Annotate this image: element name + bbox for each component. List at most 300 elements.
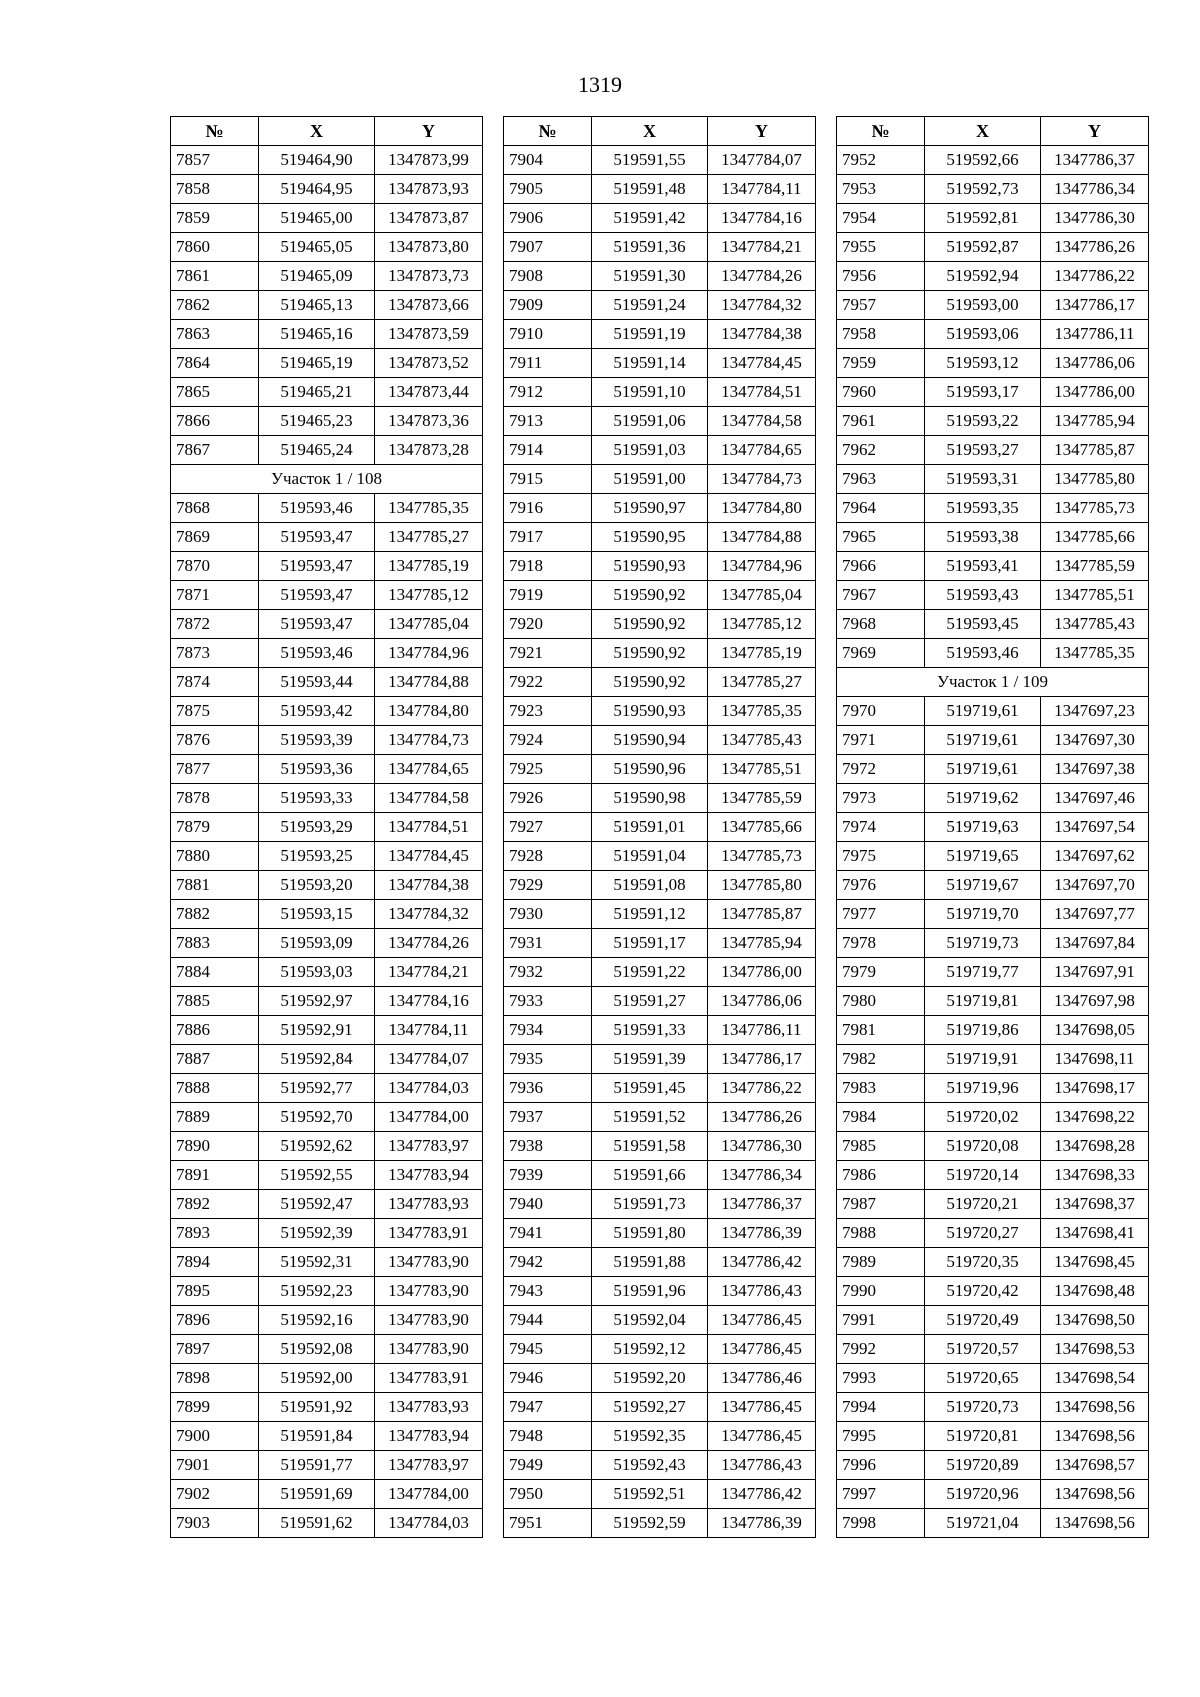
- y-coordinate: 1347785,51: [1041, 581, 1149, 610]
- x-coordinate: 519720,42: [925, 1277, 1041, 1306]
- point-number: 7924: [504, 726, 592, 755]
- point-number: 7929: [504, 871, 592, 900]
- x-coordinate: 519591,27: [592, 987, 708, 1016]
- x-coordinate: 519593,12: [925, 349, 1041, 378]
- table-row: [837, 1161, 1149, 1190]
- point-number: 7866: [171, 407, 259, 436]
- section-label: Участок 1 / 108: [171, 465, 483, 494]
- point-number: 7909: [504, 291, 592, 320]
- y-coordinate: 1347873,66: [375, 291, 483, 320]
- point-number: 7917: [504, 523, 592, 552]
- point-number: 7956: [837, 262, 925, 291]
- point-number: 7918: [504, 552, 592, 581]
- y-coordinate: 1347698,48: [1041, 1277, 1149, 1306]
- table-row: [837, 900, 1149, 929]
- x-coordinate: 519591,42: [592, 204, 708, 233]
- point-number: 7964: [837, 494, 925, 523]
- point-number: 7870: [171, 552, 259, 581]
- y-coordinate: 1347786,22: [1041, 262, 1149, 291]
- y-coordinate: 1347784,00: [375, 1103, 483, 1132]
- point-number: 7927: [504, 813, 592, 842]
- y-coordinate: 1347697,62: [1041, 842, 1149, 871]
- x-coordinate: 519719,86: [925, 1016, 1041, 1045]
- table-row: [171, 958, 483, 987]
- point-number: 7952: [837, 146, 925, 175]
- header-y: Y: [375, 117, 483, 146]
- x-coordinate: 519465,13: [259, 291, 375, 320]
- table-row: [504, 958, 816, 987]
- y-coordinate: 1347785,73: [1041, 494, 1149, 523]
- y-coordinate: 1347786,34: [708, 1161, 816, 1190]
- point-number: 7884: [171, 958, 259, 987]
- x-coordinate: 519720,49: [925, 1306, 1041, 1335]
- y-coordinate: 1347785,35: [375, 494, 483, 523]
- table-row: [837, 1364, 1149, 1393]
- x-coordinate: 519592,47: [259, 1190, 375, 1219]
- point-number: 7942: [504, 1248, 592, 1277]
- y-coordinate: 1347784,38: [708, 320, 816, 349]
- x-coordinate: 519591,92: [259, 1393, 375, 1422]
- x-coordinate: 519591,04: [592, 842, 708, 871]
- x-coordinate: 519592,87: [925, 233, 1041, 262]
- point-number: 7935: [504, 1045, 592, 1074]
- point-number: 7894: [171, 1248, 259, 1277]
- page-number: 1319: [578, 72, 622, 97]
- y-coordinate: 1347784,45: [375, 842, 483, 871]
- table-row: [171, 1190, 483, 1219]
- table-row: [504, 1451, 816, 1480]
- y-coordinate: 1347785,59: [708, 784, 816, 813]
- table-row: [504, 552, 816, 581]
- x-coordinate: 519590,94: [592, 726, 708, 755]
- y-coordinate: 1347784,73: [375, 726, 483, 755]
- table-row: [171, 1219, 483, 1248]
- x-coordinate: 519592,55: [259, 1161, 375, 1190]
- table-row: [837, 204, 1149, 233]
- x-coordinate: 519719,73: [925, 929, 1041, 958]
- table-row: [504, 755, 816, 784]
- table-row: [171, 813, 483, 842]
- x-coordinate: 519592,84: [259, 1045, 375, 1074]
- point-number: 7968: [837, 610, 925, 639]
- point-number: 7978: [837, 929, 925, 958]
- table-row: [171, 175, 483, 204]
- point-number: 7967: [837, 581, 925, 610]
- section-row: [837, 668, 1149, 697]
- point-number: 7939: [504, 1161, 592, 1190]
- x-coordinate: 519591,36: [592, 233, 708, 262]
- y-coordinate: 1347786,17: [708, 1045, 816, 1074]
- y-coordinate: 1347784,21: [375, 958, 483, 987]
- point-number: 7857: [171, 146, 259, 175]
- y-coordinate: 1347698,45: [1041, 1248, 1149, 1277]
- y-coordinate: 1347784,65: [708, 436, 816, 465]
- table-row: [504, 262, 816, 291]
- y-coordinate: 1347784,88: [708, 523, 816, 552]
- point-number: 7976: [837, 871, 925, 900]
- point-number: 7913: [504, 407, 592, 436]
- x-coordinate: 519593,22: [925, 407, 1041, 436]
- x-coordinate: 519593,15: [259, 900, 375, 929]
- x-coordinate: 519593,46: [259, 639, 375, 668]
- y-coordinate: 1347785,04: [708, 581, 816, 610]
- point-number: 7863: [171, 320, 259, 349]
- x-coordinate: 519591,69: [259, 1480, 375, 1509]
- y-coordinate: 1347786,45: [708, 1306, 816, 1335]
- point-number: 7969: [837, 639, 925, 668]
- point-number: 7910: [504, 320, 592, 349]
- point-number: 7984: [837, 1103, 925, 1132]
- y-coordinate: 1347784,11: [375, 1016, 483, 1045]
- table-row: [837, 1074, 1149, 1103]
- y-coordinate: 1347873,52: [375, 349, 483, 378]
- table-row: [171, 610, 483, 639]
- y-coordinate: 1347784,07: [375, 1045, 483, 1074]
- y-coordinate: 1347785,73: [708, 842, 816, 871]
- point-number: 7993: [837, 1364, 925, 1393]
- x-coordinate: 519591,22: [592, 958, 708, 987]
- point-number: 7887: [171, 1045, 259, 1074]
- x-coordinate: 519593,35: [925, 494, 1041, 523]
- table-row: [504, 146, 816, 175]
- x-coordinate: 519465,16: [259, 320, 375, 349]
- table-row: [837, 1016, 1149, 1045]
- y-coordinate: 1347783,94: [375, 1422, 483, 1451]
- section-label: Участок 1 / 109: [837, 668, 1149, 697]
- x-coordinate: 519592,04: [592, 1306, 708, 1335]
- y-coordinate: 1347784,45: [708, 349, 816, 378]
- table-row: [837, 1393, 1149, 1422]
- x-coordinate: 519720,57: [925, 1335, 1041, 1364]
- x-coordinate: 519593,46: [259, 494, 375, 523]
- x-coordinate: 519592,20: [592, 1364, 708, 1393]
- y-coordinate: 1347784,32: [375, 900, 483, 929]
- y-coordinate: 1347786,37: [1041, 146, 1149, 175]
- table-row: [837, 813, 1149, 842]
- x-coordinate: 519592,12: [592, 1335, 708, 1364]
- x-coordinate: 519593,25: [259, 842, 375, 871]
- table-row: [504, 1335, 816, 1364]
- table-row: [504, 1161, 816, 1190]
- point-number: 7895: [171, 1277, 259, 1306]
- point-number: 7970: [837, 697, 925, 726]
- point-number: 7947: [504, 1393, 592, 1422]
- x-coordinate: 519720,35: [925, 1248, 1041, 1277]
- table-row: [171, 349, 483, 378]
- point-number: 7980: [837, 987, 925, 1016]
- y-coordinate: 1347698,57: [1041, 1451, 1149, 1480]
- y-coordinate: 1347786,42: [708, 1480, 816, 1509]
- point-number: 7988: [837, 1219, 925, 1248]
- y-coordinate: 1347784,11: [708, 175, 816, 204]
- y-coordinate: 1347784,03: [375, 1074, 483, 1103]
- point-number: 7907: [504, 233, 592, 262]
- point-number: 7990: [837, 1277, 925, 1306]
- y-coordinate: 1347785,43: [708, 726, 816, 755]
- header-x: X: [925, 117, 1041, 146]
- table-row: [837, 436, 1149, 465]
- x-coordinate: 519593,47: [259, 552, 375, 581]
- table-row: [837, 494, 1149, 523]
- x-coordinate: 519591,55: [592, 146, 708, 175]
- table-row: [171, 1422, 483, 1451]
- y-coordinate: 1347786,11: [708, 1016, 816, 1045]
- x-coordinate: 519593,09: [259, 929, 375, 958]
- x-coordinate: 519465,23: [259, 407, 375, 436]
- y-coordinate: 1347873,59: [375, 320, 483, 349]
- y-coordinate: 1347784,80: [708, 494, 816, 523]
- table-row: [837, 407, 1149, 436]
- point-number: 7865: [171, 378, 259, 407]
- point-number: 7879: [171, 813, 259, 842]
- x-coordinate: 519592,97: [259, 987, 375, 1016]
- table-row: [171, 1509, 483, 1538]
- x-coordinate: 519591,66: [592, 1161, 708, 1190]
- table-row: [504, 900, 816, 929]
- x-coordinate: 519593,42: [259, 697, 375, 726]
- table-row: [504, 1219, 816, 1248]
- x-coordinate: 519592,35: [592, 1422, 708, 1451]
- x-coordinate: 519592,27: [592, 1393, 708, 1422]
- table-row: [504, 407, 816, 436]
- table-row: [504, 581, 816, 610]
- point-number: 7949: [504, 1451, 592, 1480]
- x-coordinate: 519592,73: [925, 175, 1041, 204]
- y-coordinate: 1347786,43: [708, 1277, 816, 1306]
- y-coordinate: 1347873,28: [375, 436, 483, 465]
- x-coordinate: 519719,61: [925, 697, 1041, 726]
- x-coordinate: 519591,33: [592, 1016, 708, 1045]
- point-number: 7938: [504, 1132, 592, 1161]
- coordinates-table-1: [170, 116, 483, 1538]
- table-row: [837, 262, 1149, 291]
- x-coordinate: 519593,44: [259, 668, 375, 697]
- table-row: [171, 668, 483, 697]
- x-coordinate: 519465,19: [259, 349, 375, 378]
- table-row: [504, 726, 816, 755]
- point-number: 7915: [504, 465, 592, 494]
- x-coordinate: 519464,95: [259, 175, 375, 204]
- y-coordinate: 1347784,16: [708, 204, 816, 233]
- x-coordinate: 519720,14: [925, 1161, 1041, 1190]
- x-coordinate: 519591,24: [592, 291, 708, 320]
- table-row: [171, 1393, 483, 1422]
- y-coordinate: 1347873,99: [375, 146, 483, 175]
- x-coordinate: 519719,61: [925, 726, 1041, 755]
- table-row: [504, 378, 816, 407]
- table-row: [837, 146, 1149, 175]
- x-coordinate: 519719,91: [925, 1045, 1041, 1074]
- point-number: 7896: [171, 1306, 259, 1335]
- y-coordinate: 1347786,45: [708, 1393, 816, 1422]
- table-row: [837, 871, 1149, 900]
- point-number: 7905: [504, 175, 592, 204]
- y-coordinate: 1347785,12: [375, 581, 483, 610]
- table-row: [171, 378, 483, 407]
- point-number: 7906: [504, 204, 592, 233]
- table-row: [171, 291, 483, 320]
- table-row: [837, 1219, 1149, 1248]
- table-row: [171, 929, 483, 958]
- y-coordinate: 1347783,94: [375, 1161, 483, 1190]
- point-number: 7981: [837, 1016, 925, 1045]
- point-number: 7902: [171, 1480, 259, 1509]
- y-coordinate: 1347785,35: [1041, 639, 1149, 668]
- header-number: №: [504, 117, 592, 146]
- y-coordinate: 1347698,53: [1041, 1335, 1149, 1364]
- x-coordinate: 519720,81: [925, 1422, 1041, 1451]
- table-row: [837, 1480, 1149, 1509]
- point-number: 7880: [171, 842, 259, 871]
- table-row: [504, 929, 816, 958]
- point-number: 7858: [171, 175, 259, 204]
- y-coordinate: 1347786,26: [1041, 233, 1149, 262]
- x-coordinate: 519593,27: [925, 436, 1041, 465]
- header-number: №: [837, 117, 925, 146]
- x-coordinate: 519593,47: [259, 581, 375, 610]
- table-row: [171, 1306, 483, 1335]
- point-number: 7997: [837, 1480, 925, 1509]
- x-coordinate: 519465,24: [259, 436, 375, 465]
- table-row: [837, 581, 1149, 610]
- x-coordinate: 519591,77: [259, 1451, 375, 1480]
- x-coordinate: 519592,43: [592, 1451, 708, 1480]
- coordinates-table-3: [836, 116, 1149, 1538]
- y-coordinate: 1347873,93: [375, 175, 483, 204]
- table-row: [171, 494, 483, 523]
- y-coordinate: 1347785,19: [375, 552, 483, 581]
- table-row: [837, 842, 1149, 871]
- y-coordinate: 1347786,30: [1041, 204, 1149, 233]
- x-coordinate: 519592,31: [259, 1248, 375, 1277]
- table-row: [171, 1277, 483, 1306]
- x-coordinate: 519719,63: [925, 813, 1041, 842]
- table-row: [504, 1364, 816, 1393]
- point-number: 7867: [171, 436, 259, 465]
- table-row: [504, 1480, 816, 1509]
- table-row: [504, 639, 816, 668]
- point-number: 7923: [504, 697, 592, 726]
- point-number: 7955: [837, 233, 925, 262]
- point-number: 7936: [504, 1074, 592, 1103]
- y-coordinate: 1347786,34: [1041, 175, 1149, 204]
- x-coordinate: 519465,00: [259, 204, 375, 233]
- x-coordinate: 519591,48: [592, 175, 708, 204]
- y-coordinate: 1347785,80: [708, 871, 816, 900]
- point-number: 7930: [504, 900, 592, 929]
- table-row: [171, 842, 483, 871]
- y-coordinate: 1347786,00: [1041, 378, 1149, 407]
- y-coordinate: 1347783,97: [375, 1451, 483, 1480]
- x-coordinate: 519592,81: [925, 204, 1041, 233]
- point-number: 7864: [171, 349, 259, 378]
- y-coordinate: 1347785,87: [708, 900, 816, 929]
- y-coordinate: 1347786,45: [708, 1335, 816, 1364]
- y-coordinate: 1347784,96: [708, 552, 816, 581]
- point-number: 7933: [504, 987, 592, 1016]
- y-coordinate: 1347697,77: [1041, 900, 1149, 929]
- table-row: [837, 552, 1149, 581]
- x-coordinate: 519593,06: [925, 320, 1041, 349]
- table-row: [171, 697, 483, 726]
- table-row: [504, 1277, 816, 1306]
- table-row: [504, 494, 816, 523]
- table-row: [837, 1103, 1149, 1132]
- y-coordinate: 1347785,35: [708, 697, 816, 726]
- y-coordinate: 1347785,12: [708, 610, 816, 639]
- table-row: [837, 1277, 1149, 1306]
- y-coordinate: 1347783,90: [375, 1306, 483, 1335]
- x-coordinate: 519591,14: [592, 349, 708, 378]
- point-number: 7994: [837, 1393, 925, 1422]
- y-coordinate: 1347697,30: [1041, 726, 1149, 755]
- x-coordinate: 519591,45: [592, 1074, 708, 1103]
- y-coordinate: 1347873,44: [375, 378, 483, 407]
- x-coordinate: 519590,98: [592, 784, 708, 813]
- x-coordinate: 519591,03: [592, 436, 708, 465]
- point-number: 7948: [504, 1422, 592, 1451]
- y-coordinate: 1347698,54: [1041, 1364, 1149, 1393]
- y-coordinate: 1347873,36: [375, 407, 483, 436]
- y-coordinate: 1347783,91: [375, 1219, 483, 1248]
- table-row: [837, 1451, 1149, 1480]
- y-coordinate: 1347785,27: [708, 668, 816, 697]
- table-row: [171, 1248, 483, 1277]
- x-coordinate: 519720,27: [925, 1219, 1041, 1248]
- point-number: 7890: [171, 1132, 259, 1161]
- y-coordinate: 1347698,56: [1041, 1422, 1149, 1451]
- table-row: [171, 726, 483, 755]
- point-number: 7871: [171, 581, 259, 610]
- point-number: 7972: [837, 755, 925, 784]
- point-number: 7862: [171, 291, 259, 320]
- point-number: 7987: [837, 1190, 925, 1219]
- x-coordinate: 519590,96: [592, 755, 708, 784]
- x-coordinate: 519593,47: [259, 523, 375, 552]
- point-number: 7911: [504, 349, 592, 378]
- x-coordinate: 519591,17: [592, 929, 708, 958]
- point-number: 7922: [504, 668, 592, 697]
- point-number: 7985: [837, 1132, 925, 1161]
- table-row: [171, 233, 483, 262]
- table-row: [837, 987, 1149, 1016]
- table-row: [504, 349, 816, 378]
- point-number: 7919: [504, 581, 592, 610]
- point-number: 7928: [504, 842, 592, 871]
- point-number: 7889: [171, 1103, 259, 1132]
- point-number: 7962: [837, 436, 925, 465]
- x-coordinate: 519593,45: [925, 610, 1041, 639]
- x-coordinate: 519720,96: [925, 1480, 1041, 1509]
- table-row: [504, 320, 816, 349]
- table-row: [837, 726, 1149, 755]
- y-coordinate: 1347786,11: [1041, 320, 1149, 349]
- point-number: 7943: [504, 1277, 592, 1306]
- y-coordinate: 1347784,73: [708, 465, 816, 494]
- y-coordinate: 1347697,54: [1041, 813, 1149, 842]
- point-number: 7951: [504, 1509, 592, 1538]
- y-coordinate: 1347785,43: [1041, 610, 1149, 639]
- x-coordinate: 519719,70: [925, 900, 1041, 929]
- table-row: [504, 610, 816, 639]
- x-coordinate: 519720,21: [925, 1190, 1041, 1219]
- x-coordinate: 519720,65: [925, 1364, 1041, 1393]
- coordinates-table-2: [503, 116, 816, 1538]
- y-coordinate: 1347786,37: [708, 1190, 816, 1219]
- table-row: [837, 1132, 1149, 1161]
- x-coordinate: 519719,81: [925, 987, 1041, 1016]
- y-coordinate: 1347784,88: [375, 668, 483, 697]
